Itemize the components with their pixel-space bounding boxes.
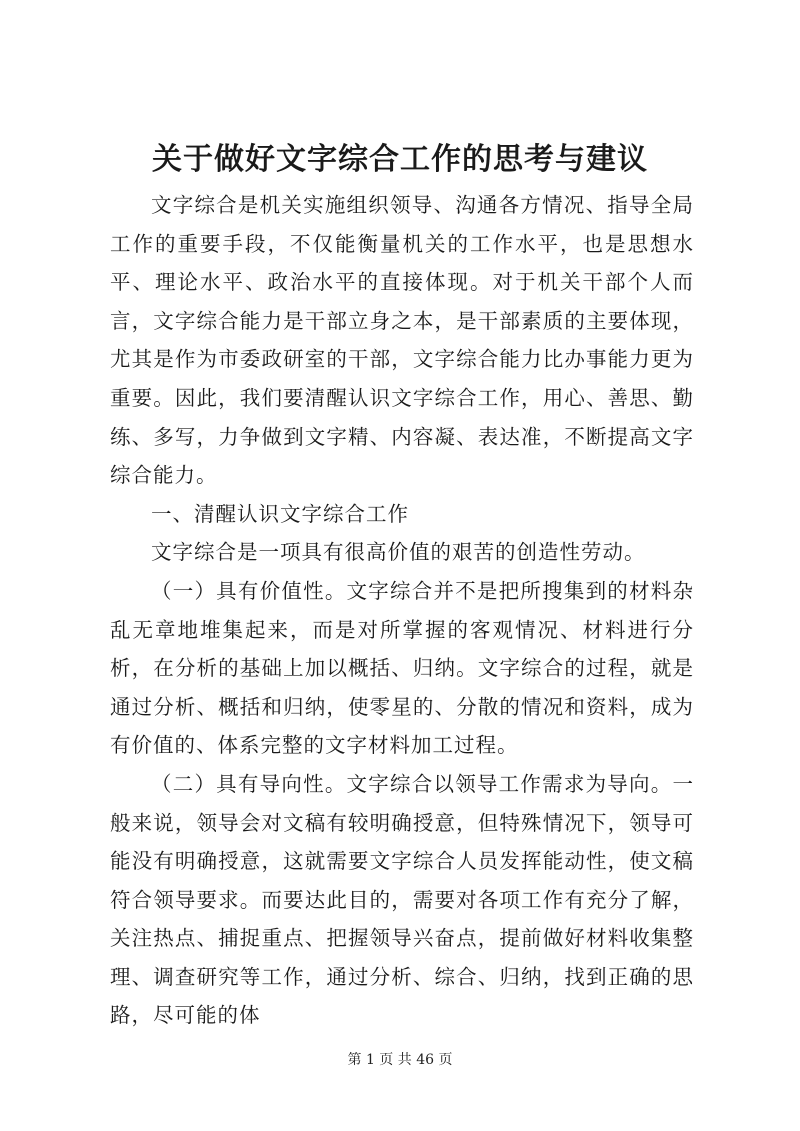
paragraph-section-1-lead: 文字综合是一项具有很高价值的艰苦的创造性劳动。 [151,540,646,565]
document-body [110,186,694,1035]
paragraph-value: （一）具有价值性。文字综合并不是把所搜集到的材料杂乱无章地堆集起来，而是对所掌握的客观情况、材料进行分析，在分析的基础上加以概括、归纳。文字综合的过程，就是通过分析、概括和归纳，使零星的、分散的情况和资料，成为有价值的、体系完整的文字材料加工过程。 [110,578,694,758]
paragraph-guidance: （二）具有导向性。文字综合以领导工作需求为导向。一般来说，领导会对文稿有较明确授意，但特殊情况下，领导可能没有明确授意，这就需要文字综合人员发挥能动性，使文稿符合领导要求。而要达此目的，需要对各项工作有充分了解，关注热点、捕捉重点、把握领导兴奋点，提前做好材料收集整理、调查研究等工作，通过分析、综合、归纳，找到正确的思路，尽可能的体 [110,771,694,1028]
section-heading-1: 一、清醒认识文字综合工作 [151,501,409,526]
document-title: 关于做好文字综合工作的思考与建议 [152,142,648,177]
page-footer: 第 1 页 共 46 页 [347,1052,453,1068]
paragraph-intro: 文字综合是机关实施组织领导、沟通各方情况、指导全局工作的重要手段，不仅能衡量机关的工作水平，也是思想水平、理论水平、政治水平的直接体现。对于机关干部个人而言，文字综合能力是干部立身之本，是干部素质的主要体现，尤其是作为市委政研室的干部，文字综合能力比办事能力更为重要。因此，我们要清醒认识文字综合工作，用心、善思、勤练、多写，力争做到文字精、内容凝、表达准，不断提高文字综合能力。 [110,193,694,488]
